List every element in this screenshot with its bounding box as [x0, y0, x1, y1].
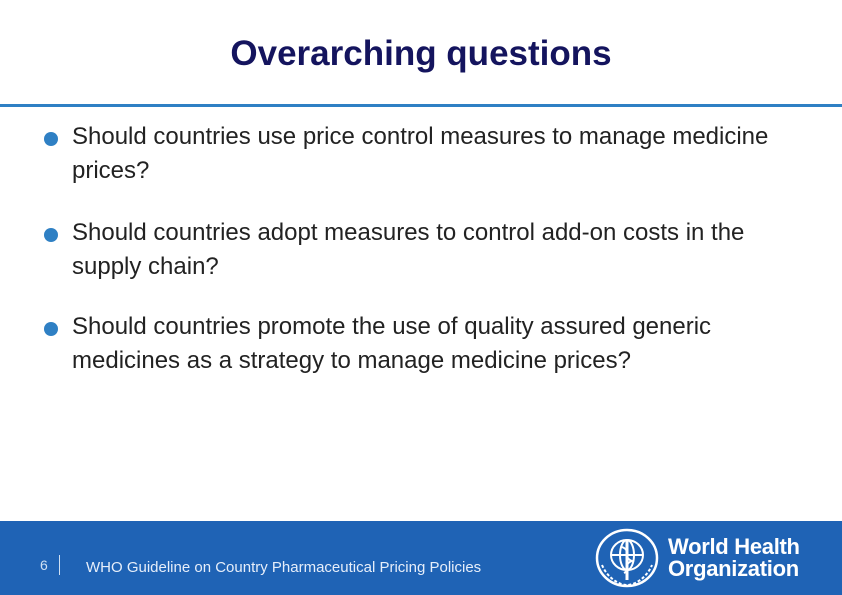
slide-title: Overarching questions: [230, 34, 612, 73]
bullet-text: Should countries promote the use of quality assured generic medicines as a strategy to manage medicine prices?: [72, 313, 712, 374]
who-logo-line1: World Health: [668, 534, 800, 559]
bullet-item: [44, 216, 824, 284]
footer-title: WHO Guideline on Country Pharmaceutical Pricing Policies: [86, 559, 482, 576]
bullet-text: Should countries adopt measures to control add-on costs in the supply chain?: [72, 219, 745, 280]
bullet-dot-icon: [44, 322, 58, 336]
bullet-item: [44, 310, 824, 378]
bullet-dot-icon: [44, 132, 58, 146]
who-logo-text: [668, 536, 800, 580]
who-logo-line2: Organization: [668, 556, 799, 581]
title-divider: [0, 104, 842, 107]
page-number: 6: [40, 557, 48, 573]
bullet-dot-icon: [44, 228, 58, 242]
who-logo: [592, 525, 822, 591]
footer-bar: [0, 521, 842, 595]
bullet-item: [44, 120, 824, 188]
bullet-text: Should countries use price control measures to manage medicine prices?: [72, 123, 769, 184]
page-number-separator: [59, 555, 60, 575]
who-emblem-icon: [592, 525, 662, 591]
